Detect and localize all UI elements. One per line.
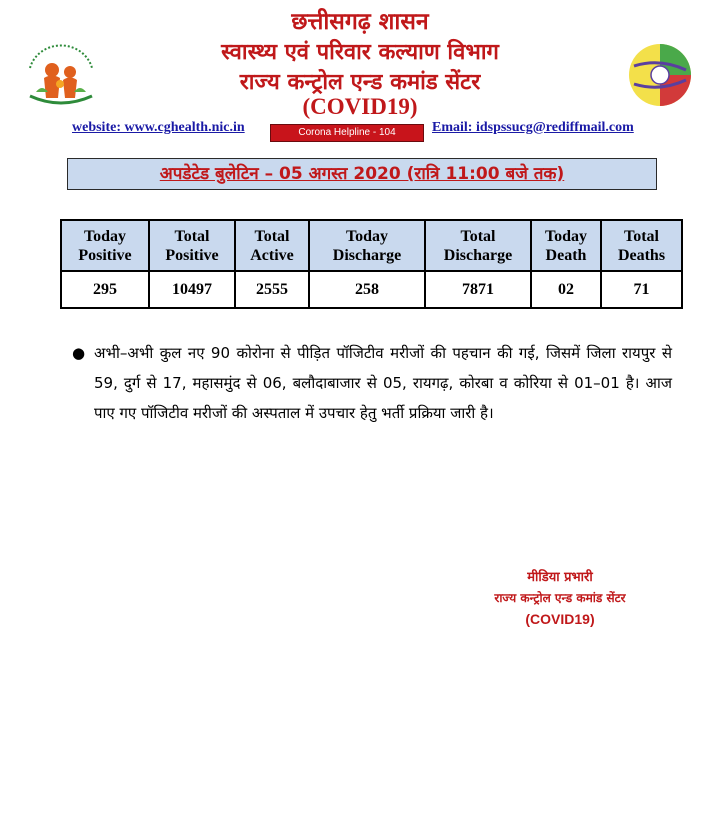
signature-covid19: (COVID19) [525,611,595,627]
signature-block [468,568,652,630]
header-line-govt: छत्तीसगढ़ शासन [291,8,429,35]
helpline-badge: Corona Helpline - 104 [270,124,424,142]
header-today-death: Today Death [531,220,601,271]
value-today-discharge: 258 [309,271,425,308]
value-today-death: 02 [531,271,601,308]
value-total-positive: 10497 [149,271,235,308]
header-total-active: Total Active [235,220,309,271]
header-today-positive: Today Positive [61,220,149,271]
signature-title: मीडिया प्रभारी [527,570,593,585]
header-line-department: स्वास्थ्य एवं परिवार कल्याण विभाग [221,39,499,65]
table-header-row [61,220,682,271]
bulletin-title: अपडेटेड बुलेटिन – 05 अगस्त 2020 (रात्रि 11:00 बजे तक) [159,164,565,184]
value-total-discharge: 7871 [425,271,531,308]
email-link[interactable]: Email: idspssucg@rediffmail.com [432,120,634,135]
table-row [61,271,682,308]
header-total-deaths: Total Deaths [601,220,682,271]
bulletin-title-box [67,158,657,190]
value-today-positive: 295 [61,271,149,308]
bulletin-paragraph [72,338,672,428]
header-total-positive: Total Positive [149,220,235,271]
signature-office: राज्य कन्ट्रोल एन्ड कमांड सेंटर [494,591,626,605]
header-line-command-centre: राज्य कन्ट्रोल एन्ड कमांड सेंटर [239,69,481,95]
header-total-discharge: Total Discharge [425,220,531,271]
value-total-active: 2555 [235,271,309,308]
covid-stats-table [60,219,683,309]
header-line-covid19: (COVID19) [302,94,418,119]
bullet-icon: ● [72,344,86,362]
bulletin-paragraph-text: अभी–अभी कुल नए 90 कोरोना से पीड़ित पॉजिटीव मरीजों की पहचान की गई, जिसमें जिला रायपुर से 59, दुर्ग से 17, महासमुंद से 06, बलौदाबाजार से 05, रायगढ़, कोरबा व कोरिया से 01–01 है। आज पाए गए पॉजिटीव मरीजों की अस्पताल में उपचार हेतु भर्ती प्रक्रिया जारी है। [94,344,672,422]
website-link[interactable]: website: www.cghealth.nic.in [72,120,245,135]
value-total-deaths: 71 [601,271,682,308]
header-today-discharge: Today Discharge [309,220,425,271]
